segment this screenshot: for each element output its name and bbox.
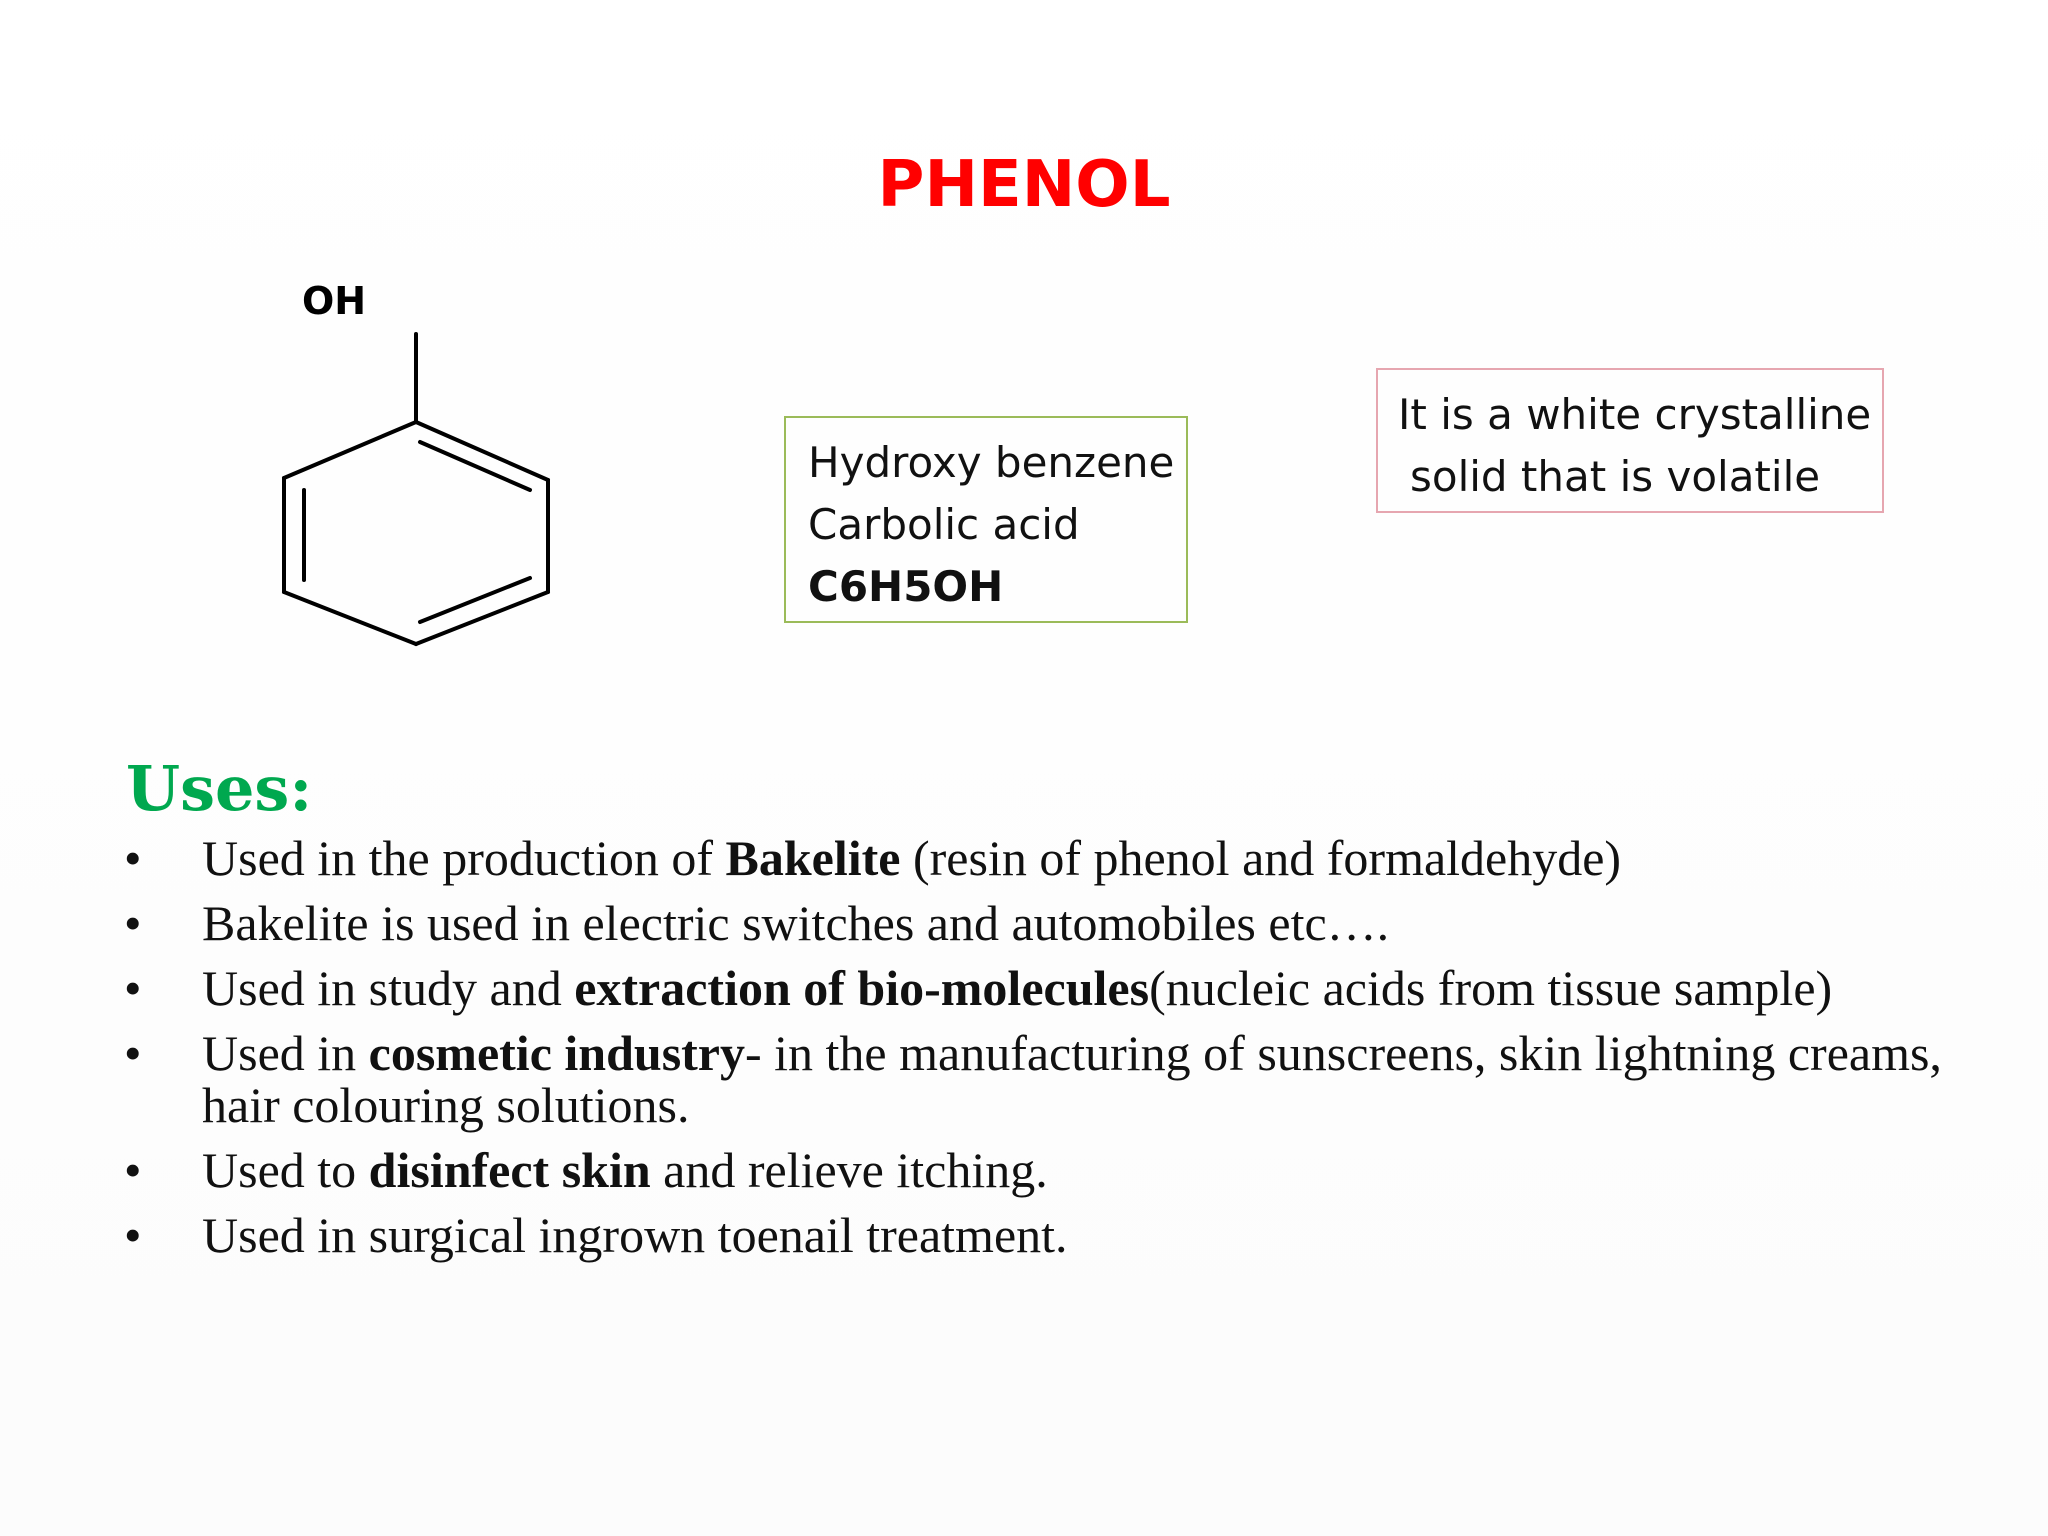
property-line-2: solid that is volatile [1410,452,1821,501]
names-box [784,416,1188,623]
list-item: • Used in the production of Bakelite (resin of phenol and formaldehyde) [124,830,1622,886]
bullet: • [124,830,142,886]
chemical-formula: C6H5OH [808,562,1004,611]
property-line-1: It is a white crystalline [1398,390,1872,439]
uses-list [118,832,1998,1274]
list-item: • Used in study and extraction of bio-molecules(nucleic acids from tissue sample) [124,960,1833,1016]
bullet: • [124,895,142,951]
benzene-ring [284,334,548,644]
list-item: • Used in cosmetic industry- in the manufacturing of sunscreens, skin lightning creams, hair colouring solutions. [124,1025,1942,1133]
ring-bond-6 [284,422,416,478]
bullet: • [124,1207,142,1263]
bullet: • [124,1025,142,1081]
property-box [1376,368,1884,513]
list-item: • Used in surgical ingrown toenail treatment. [124,1207,1068,1263]
list-item: • Bakelite is used in electric switches and automobiles etc…. [124,895,1390,951]
ring-bond-4 [284,592,416,644]
name-carbolic-acid: Carbolic acid [808,500,1080,549]
phenol-structure-diagram [270,280,570,660]
hydroxyl-label: OH [301,280,367,323]
uses-heading: Uses: [126,752,313,825]
ring-bond-3 [416,592,548,644]
double-bond-inner-2 [420,578,530,622]
list-item: • Used to disinfect skin and relieve itching. [124,1142,1048,1198]
slide-title: PHENOL [877,148,1171,222]
bullet: • [124,1142,142,1198]
name-hydroxy-benzene: Hydroxy benzene [808,438,1175,487]
bullet: • [124,960,142,1016]
